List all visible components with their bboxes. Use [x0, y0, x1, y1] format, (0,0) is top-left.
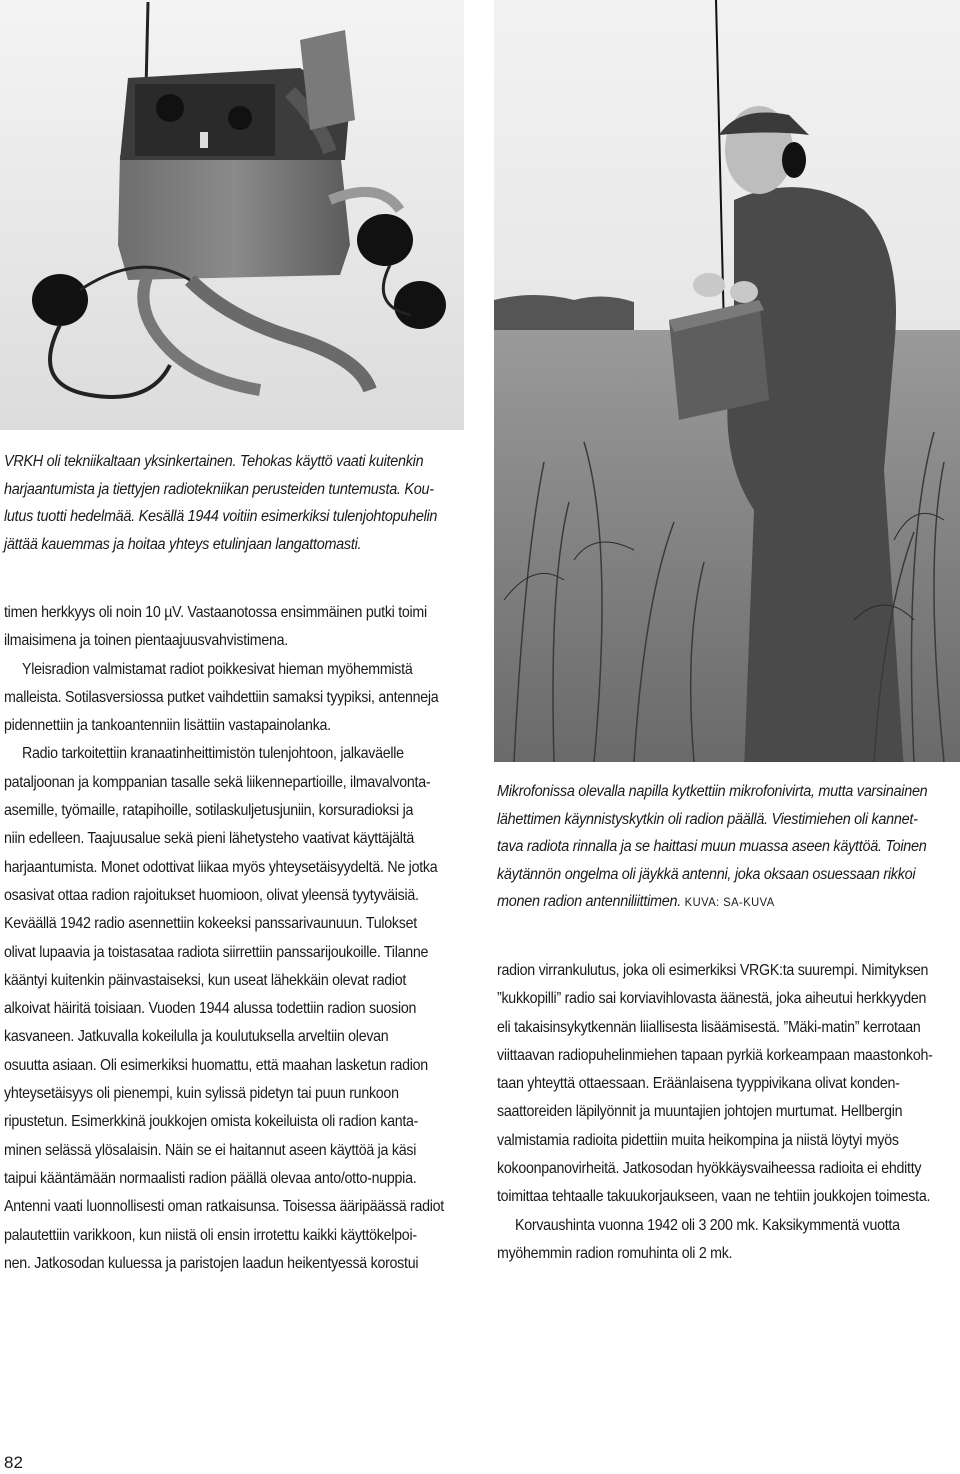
text-line: timen herkkyys oli noin 10 µV. Vastaanotossa ensimmäinen putki toimi [4, 604, 427, 621]
text-line: Korvaushinta vuonna 1942 oli 3 200 mk. Kaksikymmentä vuotta [515, 1216, 900, 1234]
caption-line: lutus tuotti hedelmää. Kesällä 1944 voitiin esimerkiksi tulenjohtopuhelin [4, 508, 438, 525]
text-line: valmistamia radioita pidettiin muita heikompina ja niistä löytyi myös [497, 1131, 899, 1149]
caption-line: käytännön ongelma oli jäykkä antenni, joka oksaan osuessaan rikkoi [497, 865, 916, 883]
text-line: Radio tarkoitettiin kranaatinheittimistön tulenjohtoon, jalkaväelle [22, 745, 404, 763]
text-line: kokoonpanovirheitä. Jatkosodan hyökkäysvaiheessa radioita ei ehditty [497, 1160, 922, 1178]
text-line: ripustetun. Esimerkkinä joukkojen omista kokeiluista oli radion kanta- [4, 1113, 419, 1131]
photo-caption-left [4, 448, 460, 558]
text-line: Antenni vaati luonnollisesti oman ratkaisunsa. Toisessa ääripäässä radiot [4, 1198, 444, 1216]
text-line: minen selässä ylösalaisin. Näin se ei haitannut aseen käyttöä ja käsi [4, 1141, 417, 1159]
text-line: taipui kääntämään normaalisti radion päällä olevaa anto/otto-nuppia. [4, 1169, 417, 1187]
radio-equipment-photo [0, 0, 464, 430]
caption-line: tava radiota rinnalla ja se haittasi muun muassa aseen käyttöä. Toinen [497, 838, 927, 855]
page-number: 82 [4, 1453, 23, 1472]
body-column-right [497, 957, 959, 1268]
text-line: viittaavan radiopuhelinmiehen tapaan pyrkiä korkeampaan maastonkoh- [497, 1046, 933, 1064]
text-line: yhteysetäisyys oli pienempi, kuin sylissä pidetyn tai puun runkoon [4, 1085, 399, 1103]
text-line: pidennettiin ja tankoantenniin lisättiin vastapainolanka. [4, 717, 331, 735]
text-line: malleista. Sotilasversiossa putket vaihdettiin samaksi tyypiksi, antenneja [4, 688, 439, 706]
caption-line: harjaantumista ja tiettyjen radiotekniikan perusteiden tuntemusta. Kou- [4, 480, 434, 498]
text-line: asemille, työmaille, ratapihoille, sotilaskuljetusjuniin, korsuradioksi ja [4, 802, 414, 820]
photo-caption-right [497, 778, 953, 917]
text-line: eli takaisinsykytkennän liiallisesta lisäämisestä. ”Mäki-matin” kerrotaan [497, 1018, 921, 1036]
caption-line [497, 888, 953, 917]
caption-line: VRKH oli tekniikaltaan yksinkertainen. Tehokas käyttö vaati kuitenkin [4, 453, 424, 470]
text-line: alkoivat häiritä toisiaan. Vuoden 1944 alussa todettiin radion suosion [4, 1000, 417, 1018]
caption-line: jättää kauemmas ja hoitaa yhteys etulinjaan langattomasti. [4, 535, 362, 553]
text-line: osuutta asiaan. Oli esimerkiksi huomattu, että maahan lasketun radion [4, 1056, 428, 1074]
text-line: myöhemmin radion romuhinta oli 2 mk. [497, 1244, 733, 1262]
body-column-left [4, 599, 463, 1278]
soldier-with-radio-photo [494, 0, 960, 762]
caption-line: lähettimen käynnistyskytkin oli radion päällä. Viestimiehen oli kannet- [497, 810, 918, 828]
text-line: niin edelleen. Taajuusalue sekä pieni lähetysteho vaativat käyttäjältä [4, 830, 415, 848]
text-line: pataljoonan ja komppanian tasalle sekä liikennepartioille, ilmavalvonta- [4, 773, 431, 791]
text-line: kääntyi kuitenkin päinvastaiseksi, kun useat lähekkäin olevat radiot [4, 971, 407, 989]
text-line: palautettiin varikkoon, kun niistä oli ensin irrotettu kaikki käyttökelpoi- [4, 1226, 417, 1244]
text-line: nen. Jatkosodan kuluessa ja paristojen laadun heikentyessä korostui [4, 1254, 419, 1272]
text-line: harjaantumista. Monet odottivat liikaa myös yhteysetäisyydeltä. Ne jotka [4, 858, 438, 876]
text-line: saattoreiden läpilyönnit ja muuntajien johtojen murtumat. Hellbergin [497, 1103, 903, 1121]
text-line: osasivat ottaa radion rajoitukset huomioon, olivat yleensä tyytyväisiä. [4, 886, 419, 904]
photo-credit: KUVA: SA-KUVA [684, 895, 775, 909]
text-line: toimittaa tehtaalle takuukorjaukseen, vaan ne tehtiin joukkojen toimesta. [497, 1188, 931, 1206]
text-line: taan yhteyttä ottaessaan. Eräänlaisena tyyppivikana olivat konden- [497, 1075, 900, 1093]
text-line: ”kukkopilli” radio sai korviavihlovasta äänestä, joka aiheutui herkkyyden [497, 990, 927, 1008]
text-line: kasvaneen. Jatkuvalla kokeilulla ja koulutuksella arveltiin olevan [4, 1028, 389, 1046]
text-line: Yleisradion valmistamat radiot poikkesivat hieman myöhemmistä [22, 660, 413, 678]
caption-line: Mikrofonissa olevalla napilla kytkettiin mikrofonivirta, mutta varsinainen [497, 783, 928, 800]
text-line: ilmaisimena ja toinen pientaajuusvahvistimena. [4, 632, 288, 650]
caption-text: monen radion antenniliittimen. [497, 893, 681, 910]
text-line: radion virrankulutus, joka oli esimerkiksi VRGK:ta suurempi. Nimityksen [497, 962, 929, 979]
text-line: olivat lupaavia ja toistasataa radiota siirrettiin panssarijoukoille. Tilanne [4, 943, 429, 961]
text-line: Keväällä 1942 radio asennettiin kokeeksi panssarivaunuun. Tulokset [4, 915, 417, 933]
